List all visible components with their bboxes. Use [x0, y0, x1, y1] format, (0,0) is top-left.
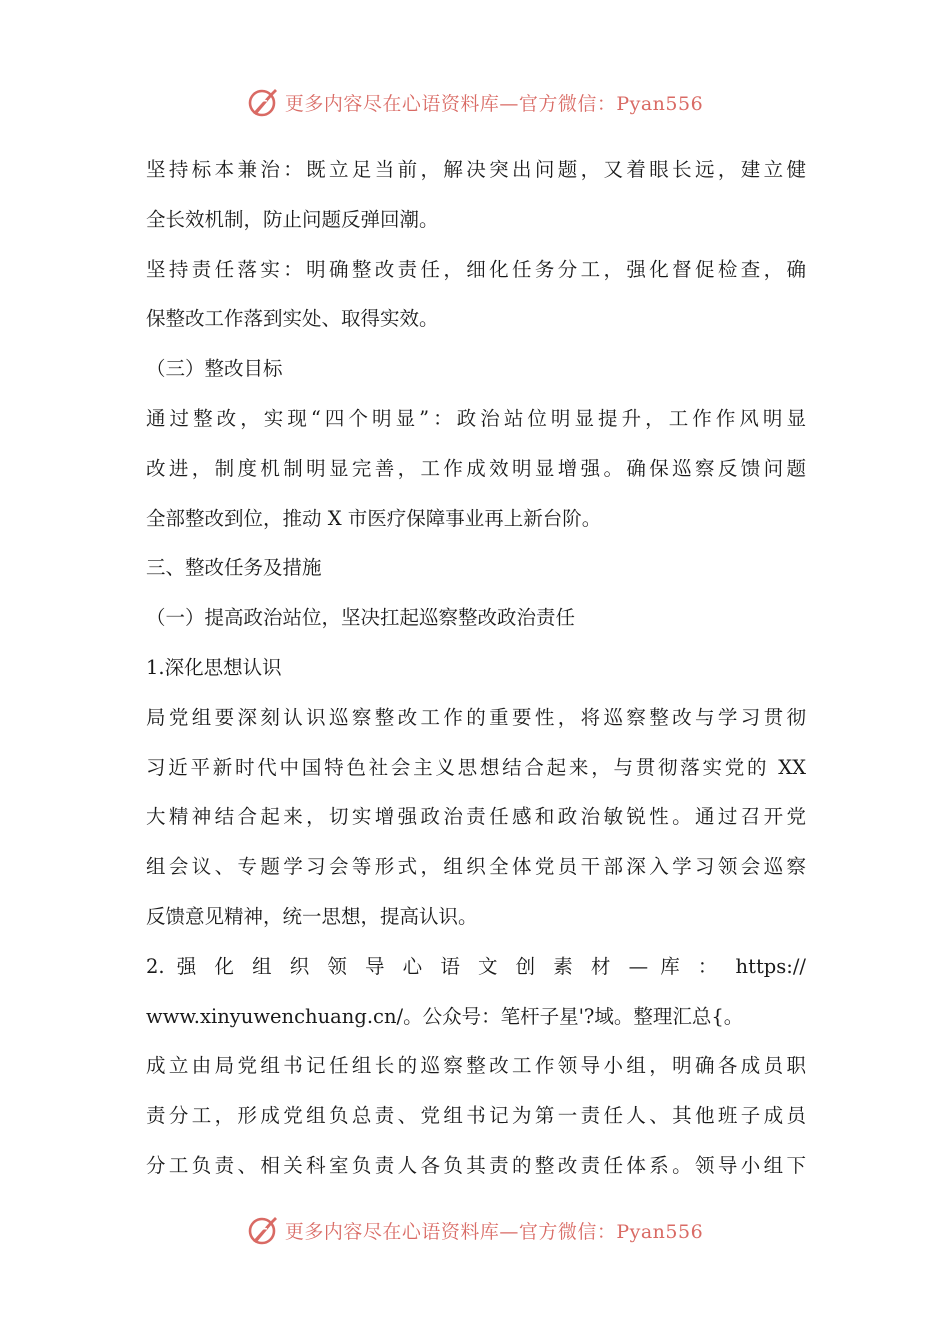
paragraph-line: 成立由局党组书记任组长的巡察整改工作领导小组，明确各成员职 [146, 1054, 806, 1078]
paragraph-line: 坚持标本兼治：既立足当前，解决突出问题，又着眼长远，建立健 [146, 158, 806, 181]
paragraph-line: 反馈意见精神，统一思想，提高认识。 [146, 904, 478, 928]
subsection-heading: 2. 强 化 组 织 领 导 心 语 文 创 素 材 — 库 ： https:// [146, 954, 806, 978]
paragraph-line: 习近平新时代中国特色社会主义思想结合起来，与贯彻落实党的 XX [146, 755, 806, 779]
paragraph-line: 大精神结合起来，切实增强政治责任感和政治敏锐性。通过召开党 [146, 805, 806, 829]
header-watermark [0, 82, 950, 122]
paragraph-line: 通过整改，实现“四个明显”：政治站位明显提升，工作作风明显 [146, 406, 806, 430]
paragraph-line: 保整改工作落到实处、取得实效。 [146, 307, 439, 331]
subsection-heading: 1.深化思想认识 [146, 655, 282, 679]
footer-watermark [0, 1210, 950, 1250]
pen-logo-icon [247, 1213, 281, 1247]
paragraph-line: 责分工，形成党组负总责、党组书记为第一责任人、其他班子成员 [146, 1104, 806, 1128]
section-heading: （一）提高政治站位，坚决扛起巡察整改政治责任 [146, 606, 576, 630]
pen-logo-icon [247, 85, 281, 119]
paragraph-line: 分工负责、相关科室负责人各负其责的整改责任体系。领导小组下 [146, 1153, 806, 1177]
footer-watermark-text: 更多内容尽在心语资料库—官方微信：Pyan556 [284, 1220, 704, 1243]
paragraph-line: 局党组要深刻认识巡察整改工作的重要性，将巡察整改与学习贯彻 [146, 705, 806, 729]
document-body [146, 145, 806, 1191]
paragraph-line: www.xinyuwenchuang.cn/。公众号：笔杆子星'?域。整理汇总{。 [146, 1004, 744, 1028]
section-heading: 三、整改任务及措施 [146, 556, 322, 580]
section-heading: （三）整改目标 [146, 357, 283, 381]
paragraph-line: 全长效机制，防止问题反弹回潮。 [146, 207, 439, 231]
header-watermark-text: 更多内容尽在心语资料库—官方微信：Pyan556 [284, 92, 704, 115]
paragraph-line: 改进，制度机制明显完善，工作成效明显增强。确保巡察反馈问题 [146, 456, 806, 480]
paragraph-line: 坚持责任落实：明确整改责任，细化任务分工，强化督促检查，确 [146, 257, 806, 281]
paragraph-line: 全部整改到位，推动 X 市医疗保障事业再上新台阶。 [146, 506, 602, 530]
paragraph-line: 组会议、专题学习会等形式，组织全体党员干部深入学习领会巡察 [146, 855, 806, 879]
